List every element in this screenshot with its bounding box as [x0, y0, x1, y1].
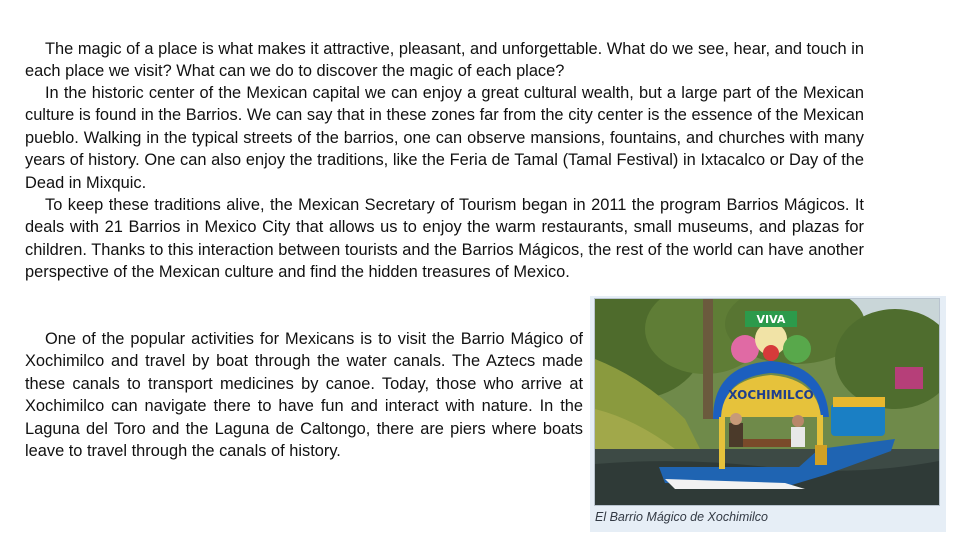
- boat-top-sign: VIVA: [756, 313, 786, 326]
- photo-card: [590, 296, 946, 532]
- trajinera-boat-illustration: [595, 299, 939, 505]
- xochimilco-boat-photo: [594, 298, 940, 506]
- xochimilco-paragraph: One of the popular activities for Mexicans is to visit the Barrio Mágico of Xochimilco and travel by boat through the water canals. The Aztecs made these canals to transport medicines by canoe. Today, those who arrive at Xochimilco can navigate there to have fun and interact with nature. In the Laguna del Toro and the Laguna de Caltongo, there are piers where boats leave to travel through the canals of history.: [25, 330, 583, 461]
- photo-caption: El Barrio Mágico de Xochimilco: [595, 510, 768, 524]
- barrios-magicos-paragraph: To keep these traditions alive, the Mexican Secretary of Tourism began in 2011 the program Barrios Mágicos. It deals with 21 Barrios in Mexico City that allows us to enjoy the warm restaurants, small museums, and plazas for children. Thanks to this interaction between tourists and the Barrios Mágicos, the rest of the world can have another perspective of the Mexican culture and find the hidden treasures of Mexico.: [25, 196, 864, 282]
- boat-arch-sign: XOCHIMILCO: [728, 388, 814, 402]
- historic-center-paragraph: In the historic center of the Mexican capital we can enjoy a great cultural wealth, but a large part of the Mexican culture is found in the Barrios. We can say that in these zones far from the city center is the essence of the Mexican pueblo. Walking in the typical streets of the barrios, one can observe mansions, fountains, and churches with many years of history. One can also enjoy the traditions, like the Feria de Tamal (Tamal Festival) in Ixtacalco or Day of the Dead in Mixquic.: [25, 84, 864, 192]
- intro-paragraph: The magic of a place is what makes it attractive, pleasant, and unforgettable. What do we see, hear, and touch in each place we visit? What can we do to discover the magic of each place?: [25, 40, 864, 81]
